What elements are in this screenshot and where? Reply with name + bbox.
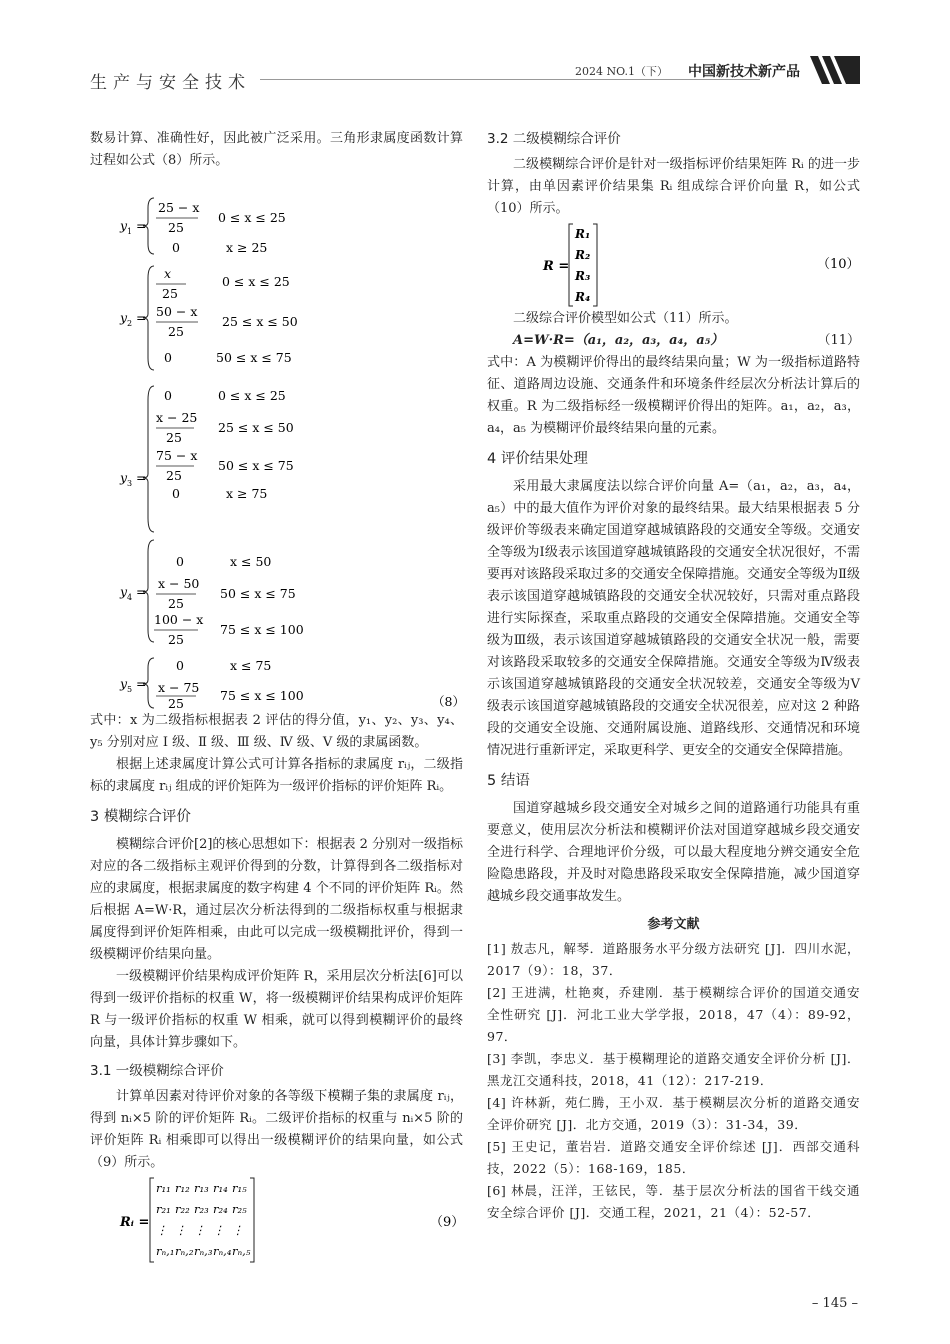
right-column <box>487 128 860 1224</box>
eq9-lhs: Rᵢ = <box>120 1215 150 1230</box>
paragraph: 式中：A 为模糊评价得出的最终结果向量；W 为一级指标道路特征、道路周边设施、交通条件和环境条件经层次分析法计算后的权重。R 为二级指标经一级模糊评价得出的矩阵。a₁，a₂，a₃，a₄，a₅ 为模糊评价最终结果向量的元素。 <box>487 355 860 436</box>
matrix-ri <box>90 1176 463 1266</box>
eq8-y3-val1: 0 <box>164 388 172 403</box>
svg-text:5: 5 <box>127 685 133 694</box>
equation-tag: （10） <box>817 257 860 272</box>
eq8-y3-val4: 0 <box>172 486 180 501</box>
paragraph: 根据上述隶属度计算公式可计算各指标的隶属度 rᵢⱼ，二级指标的隶属度 rᵢⱼ 组成的评价矩阵为一级评价指标的评价矩阵 Rᵢ。 <box>90 757 463 794</box>
eq10-item: R₂ <box>575 248 591 262</box>
eq8-y1-den1: 25 <box>168 220 184 235</box>
eq8-y4-num3: 100 − x <box>154 612 204 627</box>
svg-text:3: 3 <box>127 479 133 488</box>
reference-item: [2] 王进满，杜艳爽，乔建刚．基于模糊综合评价的国道交通安全性研究 [J]．河北工业大学学报，2018，47（4）：89-92，97． <box>487 985 860 1044</box>
matrix-cell: rₙ,₁ <box>156 1244 175 1258</box>
eq8-y3-den3: 25 <box>166 468 182 483</box>
eq8-y3-cond4: x ≥ 75 <box>226 486 268 501</box>
matrix-cell: rₙ,₄ <box>213 1244 232 1258</box>
journal-issue: 2024 NO.1（下） <box>575 65 668 78</box>
matrix-cell: rₙ,₃ <box>194 1244 213 1258</box>
paragraph: 一级模糊评价结果构成评价矩阵 R，采用层次分析法[6]可以得到一级评价指标的权重 W，将一级模糊评价结果构成评价矩阵 R 与一级评价指标的权重 W 相乘，就可以得到模糊评价的最终向量，具体计算步骤如下。 <box>90 969 463 1050</box>
matrix-cell: r₂₄ <box>213 1202 228 1216</box>
matrix-cell: r₂₁ <box>156 1202 171 1216</box>
svg-text:=: = <box>136 218 147 233</box>
reference-item: [4] 许林新，苑仁腾，王小双．基于模糊层次分析的道路交通安全评价研究 [J]．北方交通，2019（3）：31-34，39． <box>487 1095 860 1132</box>
section-heading: 3 模糊综合评价 <box>90 809 191 825</box>
eq8-y2-cond2: 25 ≤ x ≤ 50 <box>222 314 298 329</box>
paragraph: 采用最大隶属度法以综合评价向量 A=（a₁，a₂，a₃，a₄，a₅）中的最大值作为评价对象的最终结果。最大结果根据表 5 分级评价等级表来确定国道穿越城镇路段的交通安全等级。交通安全等级为Ⅰ级表示该国道穿越城镇路段的交通安全状况很好，不需要再对该路段采取过多的交通安全保障措施。交通安全等级为Ⅱ级表示该国道穿越城镇路段的交通安全状况较好，只需对重点路段进行实际探查，采取重点路段的交通安全保障措施。交通安全等级为Ⅲ级，表示该国道穿越城镇路段的交通安全状况一般，需要对该路段采取较多的交通安全保障措施。交通安全等级为Ⅳ级表示该国道穿越城镇路段的交通安全状况较差，交通安全等级为Ⅴ级表示该国道穿越城镇路段的交通安全状况很差，应对这 2 种路段的交通安全设施、交通附属设施、道路线形、交通情况和环境情况进行重新评定，采取更科学、更安全的交通安全保障措施。 <box>487 479 860 758</box>
matrix-cell: rₙ,₅ <box>232 1244 251 1258</box>
eq8-y5-num2: x − 75 <box>158 680 200 695</box>
svg-text:1: 1 <box>127 227 133 236</box>
eq8-y2-val3: 0 <box>164 350 172 365</box>
eq8-y2-den1: 25 <box>162 286 178 301</box>
paragraph: 式中：x 为二级指标根据表 2 评估的得分值，y₁、y₂、y₃、y₄、y₅ 分别对应 Ⅰ 级、Ⅱ 级、Ⅲ 级、Ⅳ 级、Ⅴ 级的隶属函数。 <box>90 713 463 750</box>
matrix-cell: ⋮ <box>194 1223 206 1237</box>
eq8-y3-cond3: 50 ≤ x ≤ 75 <box>218 458 294 473</box>
header-rule <box>260 79 760 80</box>
eq8-y4-cond2: 50 ≤ x ≤ 75 <box>220 586 296 601</box>
eq8-y4-cond3: 75 ≤ x ≤ 100 <box>220 622 304 637</box>
matrix-cell: ⋮ <box>156 1223 168 1237</box>
equation-11 <box>487 330 860 352</box>
eq10-item: R₃ <box>575 269 591 283</box>
eq10-lhs: R = <box>543 259 570 274</box>
svg-text:=: = <box>136 676 147 691</box>
matrix-cell: ⋮ <box>213 1223 225 1237</box>
equation-8-y5 <box>90 654 463 710</box>
eq8-y5-cond1: x ≤ 75 <box>230 658 272 673</box>
eq8-y4-cond1: x ≤ 50 <box>230 554 272 569</box>
eq11-text: A=W·R=（a₁，a₂，a₃，a₄，a₅） <box>513 333 724 348</box>
svg-text:4: 4 <box>127 593 133 602</box>
matrix-cell: r₁₁ <box>156 1181 171 1195</box>
eq8-y1-num1: 25 − x <box>158 200 200 215</box>
eq8-y1-cond1: 0 ≤ x ≤ 25 <box>218 210 286 225</box>
journal-name: 中国新技术新产品 <box>688 64 800 80</box>
paragraph: 数易计算、准确性好，因此被广泛采用。三角形隶属度函数计算过程如公式（8）所示。 <box>90 131 463 168</box>
section-label: 生产与安全技术 <box>90 73 251 93</box>
svg-text:2: 2 <box>127 319 133 328</box>
matrix-cell: r₁₃ <box>194 1181 209 1195</box>
eq8-y3-cond1: 0 ≤ x ≤ 25 <box>218 388 286 403</box>
eq8-y4-den3: 25 <box>168 632 184 647</box>
eq8-y1-val2: 0 <box>172 240 180 255</box>
eq8-y4-val1: 0 <box>176 554 184 569</box>
eq8-y2-num1: x <box>164 266 172 281</box>
reference-item: [6] 林晨，汪洋，王铉民，等．基于层次分析法的国省干线交通安全综合评价 [J]．交通工程，2021，21（4）：52-57． <box>487 1183 860 1220</box>
svg-text:y: y <box>120 676 128 691</box>
equation-tag: （11） <box>817 333 860 348</box>
eq8-y2-den2: 25 <box>168 324 184 339</box>
eq8-y4-den2: 25 <box>168 596 184 611</box>
reference-item: [1] 敖志凡，解琴．道路服务水平分级方法研究 [J]．四川水泥，2017（9）：18，37． <box>487 941 860 978</box>
section-heading: 5 结语 <box>487 773 530 789</box>
eq10-item: R₁ <box>575 227 591 241</box>
matrix-cell: rₙ,₂ <box>175 1244 194 1258</box>
equation-tag: （8） <box>432 694 463 709</box>
eq8-y3-num3: 75 − x <box>156 448 198 463</box>
svg-text:y: y <box>120 218 128 233</box>
svg-text:=: = <box>136 310 147 325</box>
matrix-cell: r₁₅ <box>232 1181 247 1195</box>
svg-text:=: = <box>136 470 147 485</box>
eq8-y4-num2: x − 50 <box>158 576 200 591</box>
paragraph: 国道穿越城乡段交通安全对城乡之间的道路通行功能具有重要意义，使用层次分析法和模糊评价法对国道穿越城乡段交通安全进行科学、合理地评价分级，可以最大程度地分辨交通安全危险隐患路段，并及时对隐患路段采取安全保障措施，减少国道穿越城乡段交通事故发生。 <box>487 801 860 904</box>
subsection-heading: 3.2 二级模糊综合评价 <box>487 131 621 147</box>
page-number: – 145 – <box>811 1296 858 1311</box>
section-heading: 4 评价结果处理 <box>487 451 588 467</box>
eq8-y3-num2: x − 25 <box>156 410 198 425</box>
svg-text:y: y <box>120 470 128 485</box>
equation-tag: （9） <box>430 1215 463 1230</box>
paragraph: 二级模糊综合评价是针对一级指标评价结果矩阵 Rᵢ 的进一步计算，由单因素评价结果集 Rᵢ 组成综合评价向量 R，如公式（10）所示。 <box>487 157 860 216</box>
matrix-cell: r₂₅ <box>232 1202 247 1216</box>
matrix-cell: r₁₂ <box>175 1181 190 1195</box>
eq8-y3-den2: 25 <box>166 430 182 445</box>
reference-item: [5] 王史记，董岩岩．道路交通安全评价综述 [J]．西部交通科技，2022（5）：168-169，185． <box>487 1139 860 1176</box>
subsection-heading: 3.1 一级模糊综合评价 <box>90 1063 224 1079</box>
equation-10 <box>487 222 860 308</box>
references-title: 参考文献 <box>647 917 700 932</box>
paragraph: 模糊综合评价[2]的核心思想如下：根据表 2 分别对一级指标对应的各二级指标主观评价得到的分数，计算得到各二级指标对应的隶属度，根据隶属度的数字构建 4 个不同的评价矩阵 Rᵢ。然后根据 A=W·R，通过层次分析法得到的二级指标权重与根据隶属度得到评价矩阵相乘，由此可以完成一级模糊批评价，得到一级模糊评价结果向量。 <box>90 837 463 962</box>
matrix-cell: r₁₄ <box>213 1181 228 1195</box>
eq8-y2-cond3: 50 ≤ x ≤ 75 <box>216 350 292 365</box>
matrix-cell: ⋮ <box>175 1223 187 1237</box>
matrix-cell: r₂₃ <box>194 1202 209 1216</box>
reference-item: [3] 李凯，李忠义．基于模糊理论的道路交通安全评价分析 [J]．黑龙江交通科技，2018，41（12）：217-219． <box>487 1051 860 1088</box>
eq8-y2-num2: 50 − x <box>156 304 198 319</box>
eq8-y1-cond2: x ≥ 25 <box>226 240 268 255</box>
vector-r <box>487 222 860 308</box>
svg-text:=: = <box>136 584 147 599</box>
eq10-item: R₄ <box>575 290 591 304</box>
eq8-y5-val1: 0 <box>176 658 184 673</box>
matrix-cell: ⋮ <box>232 1223 244 1237</box>
equation-8 <box>90 178 463 672</box>
equation-9 <box>90 1176 463 1266</box>
journal-logo-icon <box>810 56 860 84</box>
svg-text:y: y <box>120 584 128 599</box>
eq8-y5-cond2: 75 ≤ x ≤ 100 <box>220 688 304 703</box>
matrix-cell: r₂₂ <box>175 1202 190 1216</box>
eq8-y2-cond1: 0 ≤ x ≤ 25 <box>222 274 290 289</box>
membership-functions <box>90 178 463 672</box>
svg-text:y: y <box>120 310 128 325</box>
membership-function-y5 <box>90 654 463 710</box>
paragraph: 二级综合评价模型如公式（11）所示。 <box>513 311 738 326</box>
eq8-y5-den2: 25 <box>168 696 184 710</box>
page-header <box>90 56 860 96</box>
left-column <box>90 128 463 1266</box>
paragraph: 计算单因素对待评价对象的各等级下模糊子集的隶属度 rᵢⱼ，得到 nᵢ×5 阶的评价矩阵 Rᵢ。二级评价指标的权重与 nᵢ×5 阶的评价矩阵 Rᵢ 相乘即可以得出一级模糊评价的结果向量，如公式（9）所示。 <box>90 1089 463 1170</box>
eq8-y3-cond2: 25 ≤ x ≤ 50 <box>218 420 294 435</box>
